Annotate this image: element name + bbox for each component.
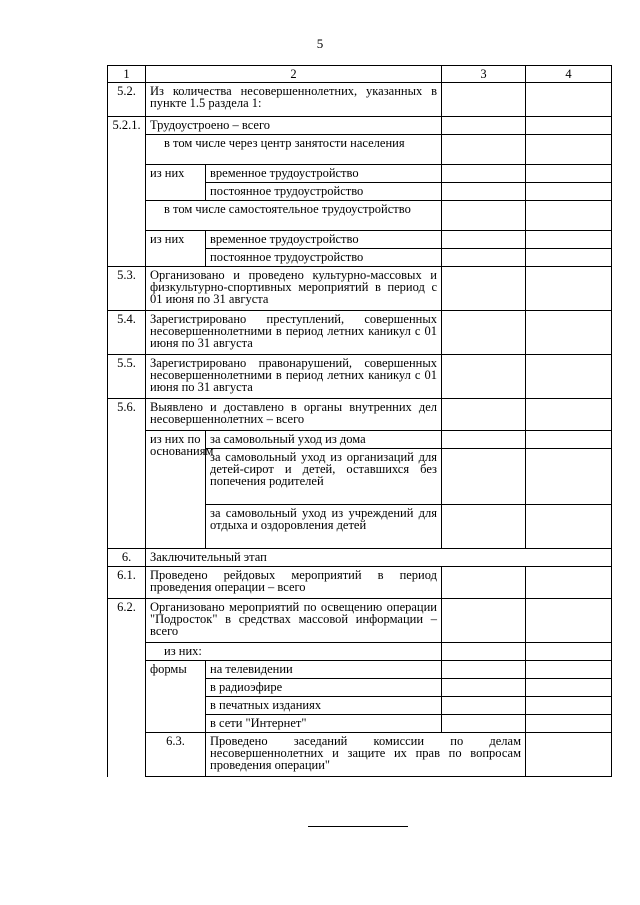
value-cell — [442, 661, 526, 679]
value-cell — [442, 311, 526, 355]
value-cell — [526, 697, 612, 715]
value-cell — [526, 567, 612, 599]
value-cell — [442, 449, 526, 505]
header-col-3: 3 — [442, 66, 526, 83]
row-text: за самовольный уход из дома — [206, 431, 442, 449]
page-number: 5 — [316, 36, 324, 51]
row-number: 6.1. — [108, 567, 146, 599]
table-row — [108, 311, 612, 355]
row-text: за самовольный уход из учреждений для отдыха и оздоровления детей — [206, 505, 442, 549]
row-number: 6. — [108, 549, 146, 567]
section-title: Заключительный этап — [146, 549, 612, 567]
header-col-1: 1 — [108, 66, 146, 83]
table-row — [108, 399, 612, 431]
row-label: формы — [146, 661, 206, 733]
table-row — [108, 355, 612, 399]
table-row — [108, 267, 612, 311]
value-cell — [526, 505, 612, 549]
table-row — [108, 643, 612, 661]
value-cell — [442, 567, 526, 599]
row-text: Зарегистрировано преступлений, совершенных несовершеннолетними в период летних каникул с 01 июня по 31 августа — [146, 311, 442, 355]
footer-divider — [308, 826, 408, 827]
row-text: в сети "Интернет" — [206, 715, 442, 733]
value-cell — [526, 249, 612, 267]
value-cell — [526, 431, 612, 449]
header-col-2: 2 — [146, 66, 442, 83]
row-text: Организовано мероприятий по освещению операции "Подросток" в средствах массовой информации – всего — [146, 599, 442, 643]
row-number: 5.4. — [108, 311, 146, 355]
value-cell — [442, 249, 526, 267]
row-text: Проведено заседаний комиссии по делам несовершеннолетних и защите их прав по вопросам проведения операции" — [206, 733, 526, 777]
value-cell — [526, 679, 612, 697]
header-col-4: 4 — [526, 66, 612, 83]
value-cell — [526, 449, 612, 505]
row-text: Трудоустроено – всего — [146, 117, 442, 135]
table-row — [108, 599, 612, 643]
row-text: постоянное трудоустройство — [206, 183, 442, 201]
row-label: из них по основаниям — [146, 431, 206, 549]
value-cell — [526, 661, 612, 679]
value-cell — [526, 165, 612, 183]
value-cell — [442, 355, 526, 399]
row-number: 5.3. — [108, 267, 146, 311]
row-number: 5.2. — [108, 83, 146, 117]
row-number: 5.6. — [108, 399, 146, 549]
table-row — [108, 201, 612, 231]
value-cell — [442, 431, 526, 449]
table-row — [108, 567, 612, 599]
value-cell — [442, 599, 526, 643]
row-number: 6.2. — [108, 599, 146, 777]
value-cell — [442, 267, 526, 311]
row-text: временное трудоустройство — [206, 165, 442, 183]
table-row — [108, 549, 612, 567]
row-text: на телевидении — [206, 661, 442, 679]
value-cell — [442, 201, 526, 231]
table-row — [108, 733, 612, 777]
row-text: за самовольный уход из организаций для детей-сирот и детей, оставшихся без попечения родителей — [206, 449, 442, 505]
value-cell — [526, 715, 612, 733]
value-cell — [526, 117, 612, 135]
value-cell — [442, 715, 526, 733]
row-text: временное трудоустройство — [206, 231, 442, 249]
value-cell — [526, 183, 612, 201]
value-cell — [442, 679, 526, 697]
row-text: Выявлено и доставлено в органы внутренних дел несовершеннолетних – всего — [146, 399, 442, 431]
row-text: Из количества несовершеннолетних, указанных в пункте 1.5 раздела 1: — [146, 83, 442, 117]
value-cell — [442, 135, 526, 165]
value-cell — [442, 117, 526, 135]
value-cell — [442, 643, 526, 661]
row-number: 5.2.1. — [108, 117, 146, 267]
value-cell — [442, 399, 526, 431]
table-row — [108, 135, 612, 165]
value-cell — [526, 311, 612, 355]
row-text: в радиоэфире — [206, 679, 442, 697]
value-cell — [442, 83, 526, 117]
header-row — [108, 66, 612, 83]
row-label: из них: — [146, 643, 442, 661]
row-text: постоянное трудоустройство — [206, 249, 442, 267]
row-text: в том числе самостоятельное трудоустройство — [146, 201, 442, 231]
row-label: из них — [146, 231, 206, 267]
row-text: Организовано и проведено культурно-массовых и физкультурно-спортивных мероприятий в период с 01 июня по 31 августа — [146, 267, 442, 311]
value-cell — [526, 355, 612, 399]
table-row — [108, 231, 612, 249]
row-text: в том числе через центр занятости населения — [146, 135, 442, 165]
report-table — [107, 65, 612, 777]
row-text: в печатных изданиях — [206, 697, 442, 715]
table-row — [108, 83, 612, 117]
row-number: 5.5. — [108, 355, 146, 399]
table-row — [108, 117, 612, 135]
value-cell — [442, 165, 526, 183]
value-cell — [526, 599, 612, 643]
row-text: Проведено рейдовых мероприятий в период проведения операции – всего — [146, 567, 442, 599]
value-cell — [526, 135, 612, 165]
value-cell — [526, 399, 612, 431]
value-cell — [526, 643, 612, 661]
table-row — [108, 165, 612, 183]
row-label: из них — [146, 165, 206, 201]
value-cell — [442, 505, 526, 549]
row-number: 6.3. — [146, 733, 206, 777]
table-row — [108, 661, 612, 679]
value-cell — [526, 83, 612, 117]
value-cell — [442, 697, 526, 715]
value-cell — [526, 231, 612, 249]
value-cell — [526, 201, 612, 231]
value-cell — [442, 231, 526, 249]
value-cell — [526, 267, 612, 311]
value-cell — [526, 733, 612, 777]
value-cell — [442, 183, 526, 201]
table-row — [108, 431, 612, 449]
row-text: Зарегистрировано правонарушений, совершенных несовершеннолетними в период летних каникул с 01 июня по 31 августа — [146, 355, 442, 399]
